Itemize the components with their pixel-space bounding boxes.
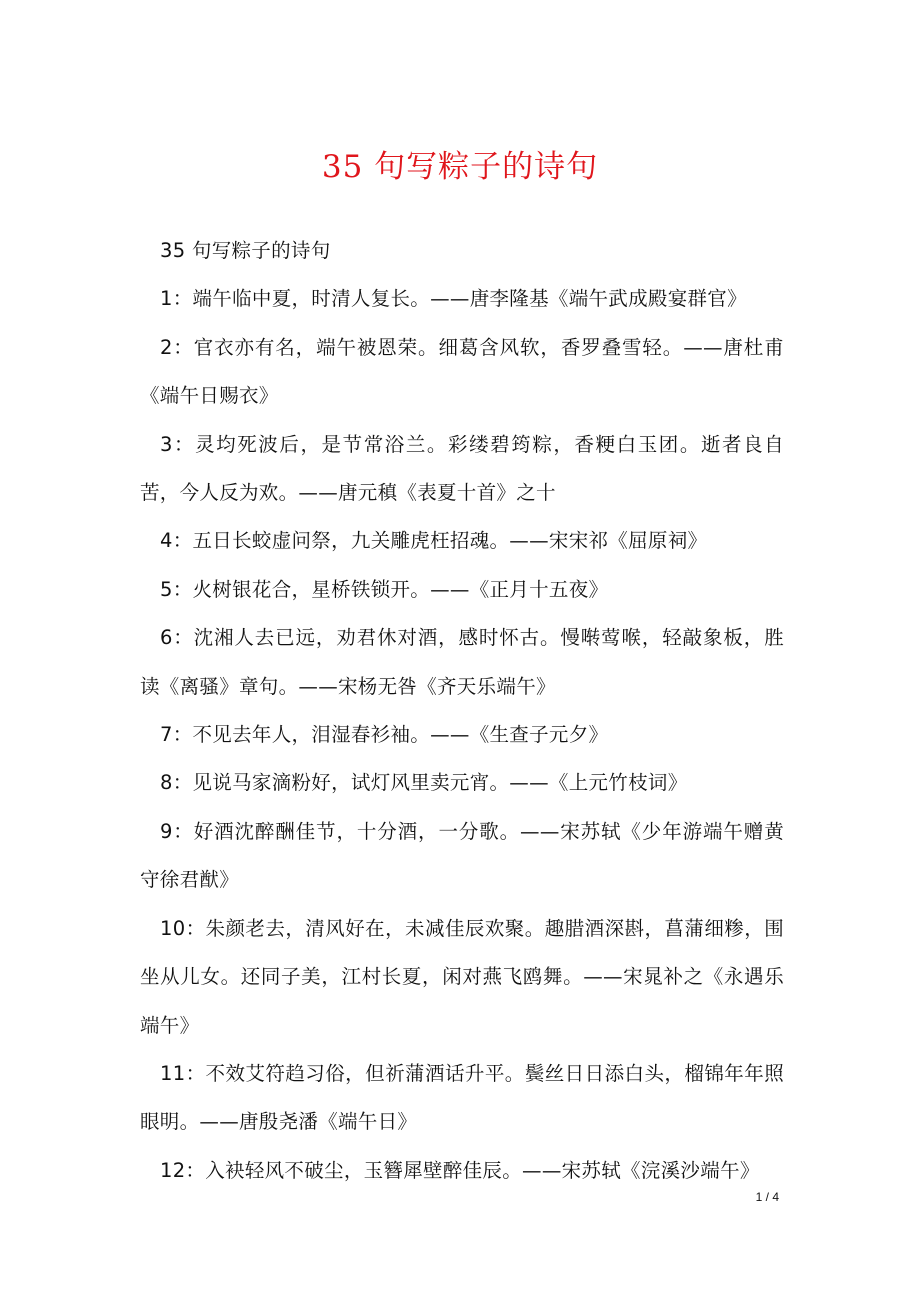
poem-line-2: 2：官衣亦有名，端午被恩荣。细葛含风软，香罗叠雪轻。——唐杜甫《端午日赐衣》 (140, 335, 784, 408)
document-title: 35 句写粽子的诗句 (321, 149, 599, 185)
poem-line-9: 9：好酒沈醉酬佳节，十分酒，一分歌。——宋苏轼《少年游端午赠黄守徐君猷》 (140, 819, 784, 892)
poem-line-5: 5：火树银花合，星桥铁锁开。——《正月十五夜》 (160, 577, 609, 601)
page-number: 1 / 4 (755, 1190, 779, 1204)
poem-line-10: 10：朱颜老去，清风好在，未减佳辰欢聚。趣腊酒深斟，菖蒲细糁，围坐从儿女。还同子美，江村长夏，闲对燕飞鸥舞。——宋晁补之《永遇乐端午》 (140, 916, 784, 1037)
poem-line-6: 6：沈湘人去已远，劝君休对酒，感时怀古。慢啭莺喉，轻敲象板，胜读《离骚》章句。——宋杨无咎《齐天乐端午》 (140, 626, 784, 698)
poem-line-4: 4：五日长蛟虚问祭，九关雕虎枉招魂。——宋宋祁《屈原祠》 (160, 529, 708, 553)
poem-line-3: 3：灵均死波后，是节常浴兰。彩缕碧筠粽，香粳白玉团。逝者良自苦，今人反为欢。——唐元稹《表夏十首》之十 (140, 432, 784, 505)
document-body (140, 227, 784, 1195)
poem-line-12: 12：入袂轻风不破尘，玉簪犀壁醉佳辰。——宋苏轼《浣溪沙端午》 (160, 1158, 760, 1182)
poem-line-11: 11：不效艾符趋习俗，但祈蒲酒话升平。鬓丝日日添白头，榴锦年年照眼明。——唐殷尧潘《端午日》 (140, 1061, 784, 1134)
poem-line-7: 7：不见去年人，泪湿春衫袖。——《生查子元夕》 (160, 723, 609, 747)
poem-line-8: 8：见说马家滴粉好，试灯风里卖元宵。——《上元竹枝词》 (160, 771, 688, 795)
poem-line-1: 1：端午临中夏，时清人复长。——唐李隆基《端午武成殿宴群官》 (160, 287, 747, 311)
paragraph-heading: 35 句写粽子的诗句 (160, 239, 331, 262)
